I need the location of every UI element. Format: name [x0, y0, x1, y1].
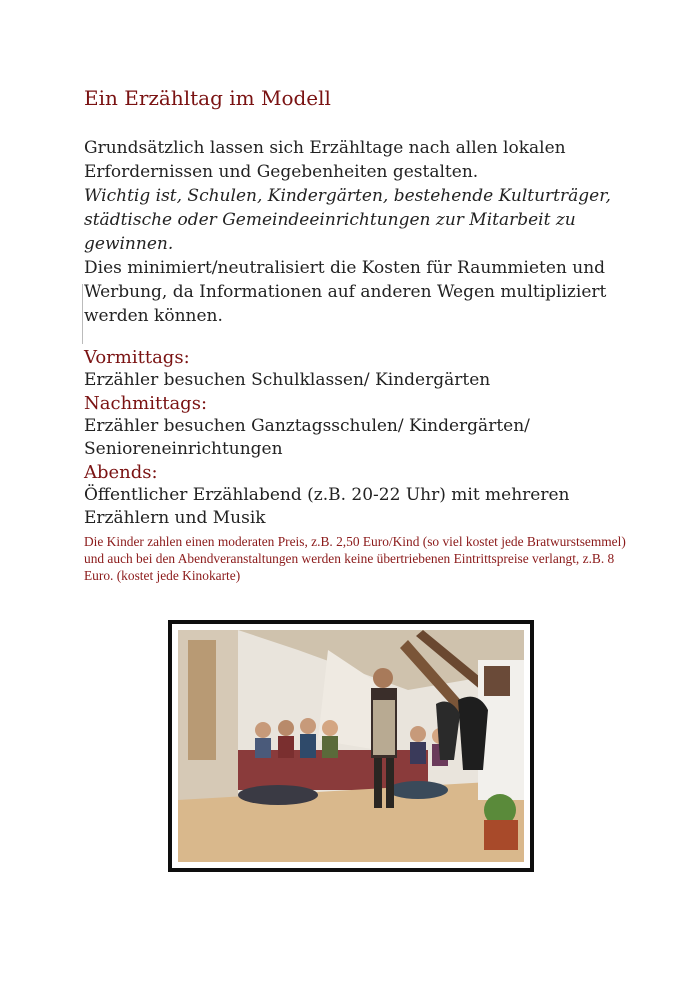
margin-rule [82, 284, 83, 344]
page-title: Ein Erzähltag im Modell [84, 86, 331, 110]
afternoon-heading: Nachmittags: [84, 393, 208, 414]
intro-paragraph-2: Wichtig ist, Schulen, Kindergärten, bestehende Kulturträger, städtische oder Gemeindeeinrichtungen zur Mitarbeit zu gewinnen. [84, 186, 611, 254]
storytelling-photo [178, 630, 524, 862]
intro-paragraph-3: Dies minimiert/neutralisiert die Kosten für Raummieten und Werbung, da Informationen auf anderen Wegen multipliziert werden können. [84, 258, 607, 326]
photo-mat [172, 624, 530, 868]
price-note: Die Kinder zahlen einen moderaten Preis, z.B. 2,50 Euro/Kind (so viel kostet jede Bratwurstsemmel) und auch bei den Abendveranstaltungen werden keine übertriebenen Eintrittspreise verlangt, z.B. 8 Euro. (kostet jede Kinokarte) [84, 534, 626, 583]
afternoon-text: Erzähler besuchen Ganztagsschulen/ Kindergärten/ Senioreneinrichtungen [84, 416, 530, 459]
evening-text: Öffentlicher Erzählabend (z.B. 20-22 Uhr) mit mehreren Erzählern und Musik [84, 485, 570, 528]
schedule-section [84, 346, 644, 584]
morning-text: Erzähler besuchen Schulklassen/ Kindergärten [84, 370, 491, 390]
morning-heading: Vormittags: [84, 347, 190, 368]
photo-frame [168, 620, 534, 872]
intro-paragraph-1: Grundsätzlich lassen sich Erzähltage nach allen lokalen Erfordernissen und Gegebenheiten gestalten. [84, 138, 566, 182]
intro-text [84, 136, 644, 328]
evening-heading: Abends: [84, 462, 158, 483]
